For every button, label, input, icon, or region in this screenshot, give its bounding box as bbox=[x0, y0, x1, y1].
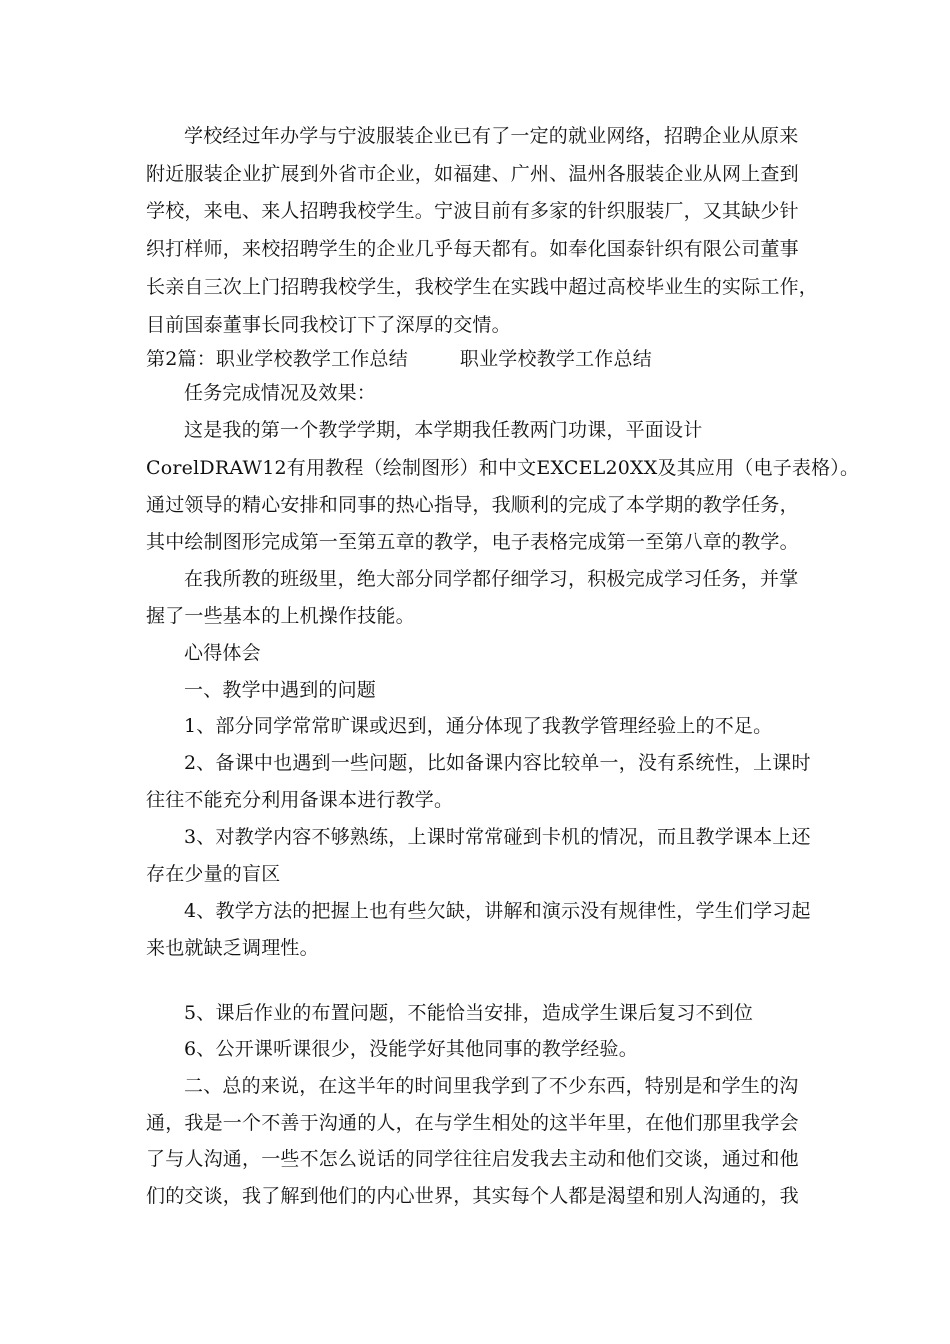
paragraph-line: 们的交谈，我了解到他们的内心世界，其实每个人都是渴望和别人沟通的，我 bbox=[146, 1185, 799, 1207]
paragraph-line: CorelDRAW12有用教程（绘制图形）和中文EXCEL20XX及其应用（电子表格）。 bbox=[146, 457, 860, 479]
paragraph-line: 来也就缺乏调理性。 bbox=[146, 937, 319, 959]
paragraph-line: 通过领导的精心安排和同事的热心指导，我顺利的完成了本学期的教学任务， bbox=[146, 494, 799, 516]
paragraph-line: 学校经过年办学与宁波服装企业已有了一定的就业网络，招聘企业从原来 bbox=[184, 125, 799, 147]
paragraph-line: 长亲自三次上门招聘我校学生，我校学生在实践中超过高校毕业生的实际工作， bbox=[146, 276, 819, 298]
paragraph-line: 6、公开课听课很少，没能学好其他同事的教学经验。 bbox=[184, 1038, 638, 1060]
section-heading-title: 第2篇：职业学校教学工作总结 bbox=[146, 348, 408, 370]
paragraph-line: 1、部分同学常常旷课或迟到，通分体现了我教学管理经验上的不足。 bbox=[184, 715, 773, 737]
section-heading bbox=[146, 347, 826, 371]
paragraph-line: 2、备课中也遇到一些问题，比如备课内容比较单一，没有系统性，上课时 bbox=[184, 752, 811, 774]
paragraph-line: 目前国泰董事长同我校订下了深厚的交情。 bbox=[146, 314, 511, 336]
paragraph-line: 其中绘制图形完成第一至第五章的教学，电子表格完成第一至第八章的教学。 bbox=[146, 531, 799, 553]
paragraph-line: 通，我是一个不善于沟通的人，在与学生相处的这半年里，在他们那里我学会 bbox=[146, 1112, 799, 1134]
paragraph-line: 往往不能充分利用备课本进行教学。 bbox=[146, 789, 454, 811]
paragraph-line: 在我所教的班级里，绝大部分同学都仔细学习，积极完成学习任务，并掌 bbox=[184, 568, 799, 590]
paragraph-line: 握了一些基本的上机操作技能。 bbox=[146, 605, 415, 627]
paragraph-line: 了与人沟通，一些不怎么说话的同学往往启发我去主动和他们交谈，通过和他 bbox=[146, 1148, 799, 1170]
paragraph-line: 心得体会 bbox=[184, 642, 261, 664]
paragraph-line: 3、对教学内容不够熟练，上课时常常碰到卡机的情况，而且教学课本上还 bbox=[184, 826, 811, 848]
paragraph-line: 4、教学方法的把握上也有些欠缺，讲解和演示没有规律性，学生们学习起 bbox=[184, 900, 811, 922]
paragraph-line: 存在少量的盲区 bbox=[146, 863, 281, 885]
section-heading-subtitle: 职业学校教学工作总结 bbox=[459, 348, 652, 370]
paragraph-line: 二、总的来说，在这半年的时间里我学到了不少东西，特别是和学生的沟 bbox=[184, 1075, 799, 1097]
paragraph-line: 附近服装企业扩展到外省市企业，如福建、广州、温州各服装企业从网上查到 bbox=[146, 163, 799, 185]
paragraph-line: 一、教学中遇到的问题 bbox=[184, 679, 377, 701]
paragraph-line: 5、课后作业的布置问题，不能恰当安排，造成学生课后复习不到位 bbox=[184, 1002, 754, 1024]
paragraph-line: 学校，来电、来人招聘我校学生。宁波目前有多家的针织服装厂，又其缺少针 bbox=[146, 200, 799, 222]
paragraph-line: 任务完成情况及效果： bbox=[184, 382, 377, 404]
paragraph-line: 织打样师，来校招聘学生的企业几乎每天都有。如奉化国泰针织有限公司董事 bbox=[146, 238, 799, 260]
paragraph-line: 这是我的第一个教学学期，本学期我任教两门功课，平面设计 bbox=[184, 419, 703, 441]
